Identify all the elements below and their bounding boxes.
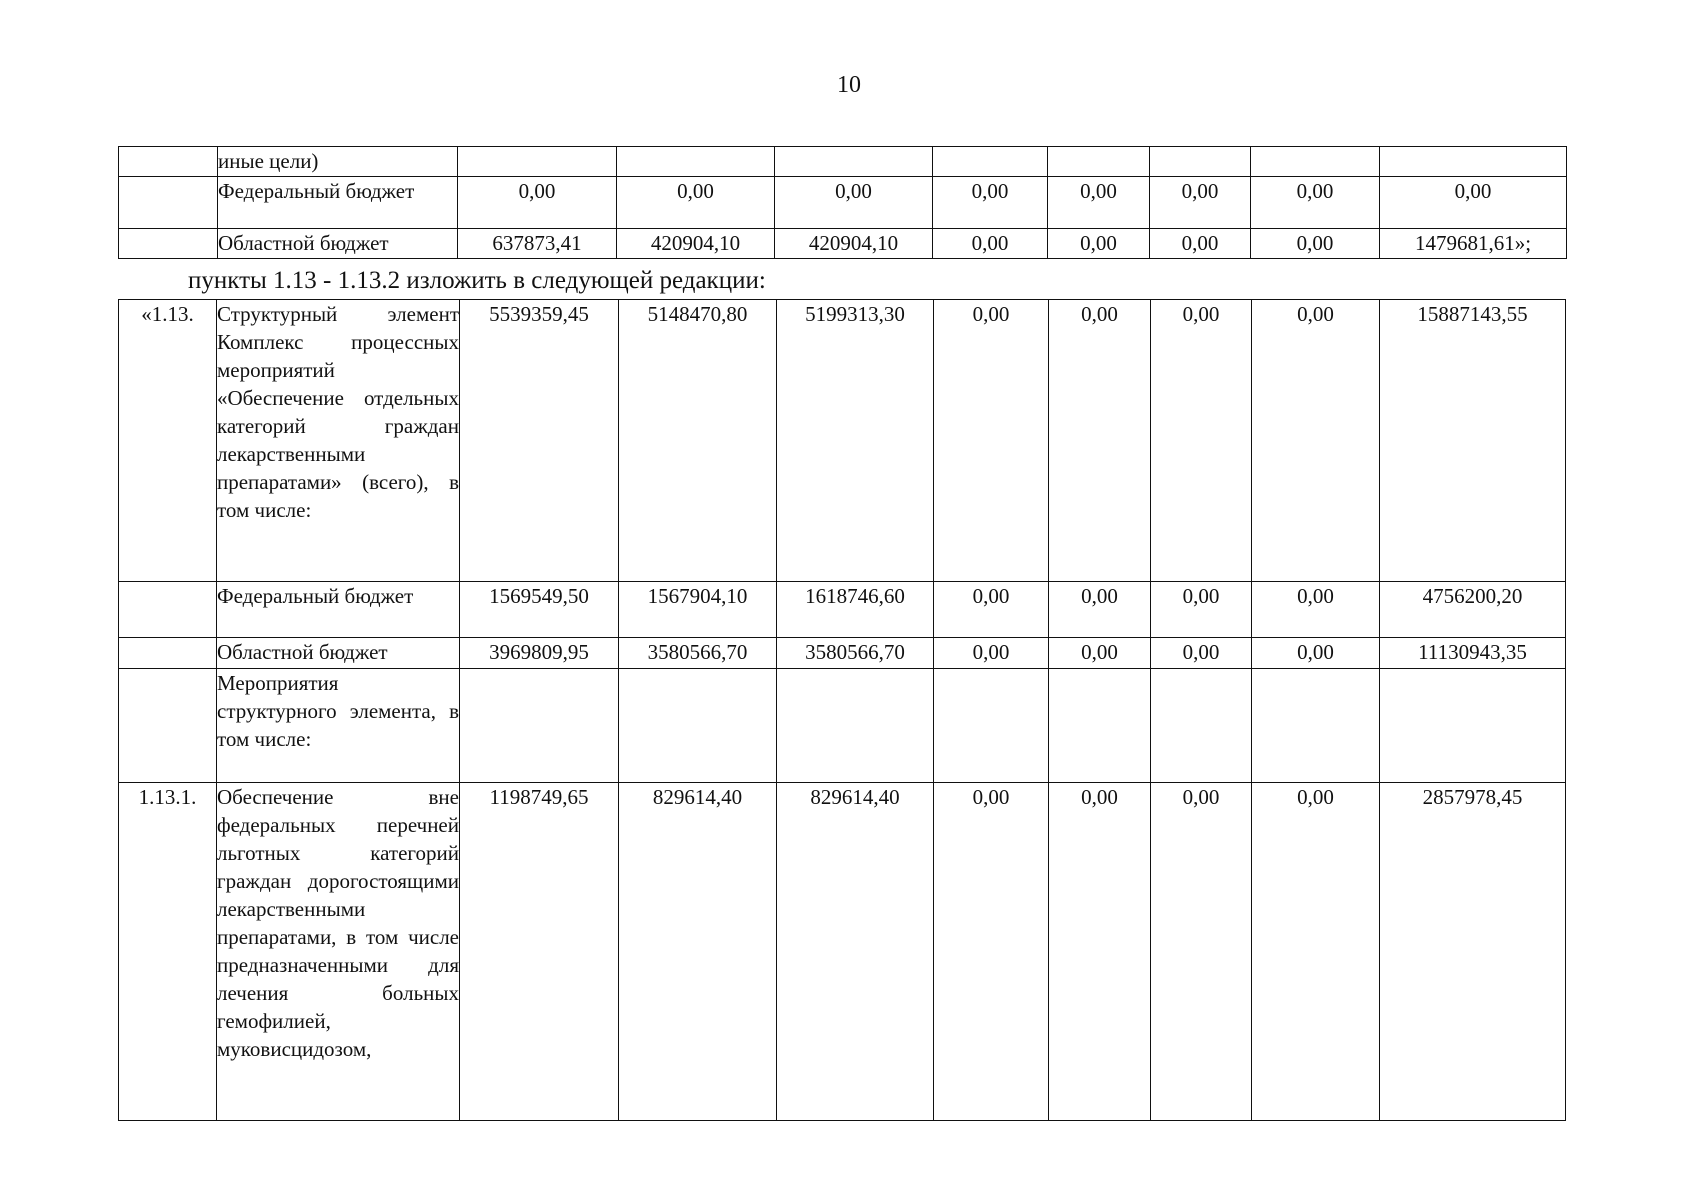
value-cell: 829614,40: [777, 783, 934, 1121]
value-cell: 3580566,70: [777, 638, 934, 669]
value-cell: 0,00: [934, 783, 1049, 1121]
value-cell: 0,00: [933, 229, 1048, 259]
row-code-cell: [119, 669, 217, 783]
row-name-cell: иные цели): [218, 147, 458, 177]
value-cell: 0,00: [458, 177, 617, 229]
table-row: [119, 229, 1567, 259]
value-cell: 0,00: [933, 177, 1048, 229]
instruction-text: пункты 1.13 - 1.13.2 изложить в следующей редакции:: [188, 267, 766, 294]
value-cell: 0,00: [1252, 783, 1380, 1121]
value-cell: 0,00: [934, 300, 1049, 582]
value-cell: [1380, 147, 1567, 177]
value-cell: 0,00: [1252, 582, 1380, 638]
table-body: [119, 147, 1567, 259]
value-cell: [619, 669, 777, 783]
value-cell: 0,00: [1049, 638, 1151, 669]
value-cell: 0,00: [1150, 229, 1251, 259]
table-row: [119, 582, 1566, 638]
value-cell: [617, 147, 775, 177]
value-cell: 5199313,30: [777, 300, 934, 582]
row-code-cell: [119, 638, 217, 669]
value-cell: [1380, 669, 1566, 783]
row-code-cell: [119, 582, 217, 638]
value-cell: 0,00: [1252, 638, 1380, 669]
value-cell: 637873,41: [458, 229, 617, 259]
budget-table-continuation: [118, 146, 1567, 259]
value-cell: 1198749,65: [460, 783, 619, 1121]
value-cell: [777, 669, 934, 783]
value-cell: 0,00: [934, 582, 1049, 638]
value-cell: [933, 147, 1048, 177]
value-cell: 1567904,10: [619, 582, 777, 638]
value-cell: 0,00: [1049, 783, 1151, 1121]
table-row: [119, 669, 1566, 783]
row-name-cell: Мероприятия структурного элемента, в том числе:: [217, 669, 460, 783]
table-row: [119, 147, 1567, 177]
row-name-cell: Федеральный бюджет: [217, 582, 460, 638]
row-name-cell: Структурный элемент Комплекс процессных мероприятий «Обеспечение отдельных категорий граждан лекарственными препаратами» (всего), в том числе:: [217, 300, 460, 582]
value-cell: 0,00: [1151, 300, 1252, 582]
value-cell: 0,00: [1048, 177, 1150, 229]
value-cell: [460, 669, 619, 783]
table-row: [119, 177, 1567, 229]
value-cell: 0,00: [1049, 582, 1151, 638]
value-cell: 0,00: [775, 177, 933, 229]
value-cell: 420904,10: [775, 229, 933, 259]
value-cell: 5539359,45: [460, 300, 619, 582]
value-cell: [1251, 147, 1380, 177]
value-cell: [1049, 669, 1151, 783]
value-cell: 3580566,70: [619, 638, 777, 669]
value-cell: 2857978,45: [1380, 783, 1566, 1121]
row-name-cell: Областной бюджет: [217, 638, 460, 669]
value-cell: 0,00: [1151, 783, 1252, 1121]
value-cell: 0,00: [1252, 300, 1380, 582]
budget-table-main: [118, 299, 1566, 1121]
value-cell: 0,00: [617, 177, 775, 229]
table-body: [119, 300, 1566, 1121]
value-cell: [458, 147, 617, 177]
row-name-cell: Обеспечение вне федеральных перечней льготных категорий граждан дорогостоящими лекарственными препаратами, в том числе предназначенными для лечения больных гемофилией, муковисцидозом,: [217, 783, 460, 1121]
value-cell: 0,00: [1380, 177, 1567, 229]
value-cell: 420904,10: [617, 229, 775, 259]
value-cell: [1252, 669, 1380, 783]
value-cell: [1151, 669, 1252, 783]
value-cell: 5148470,80: [619, 300, 777, 582]
value-cell: 0,00: [1251, 177, 1380, 229]
value-cell: [775, 147, 933, 177]
value-cell: [1150, 147, 1251, 177]
value-cell: 0,00: [934, 638, 1049, 669]
value-cell: 0,00: [1251, 229, 1380, 259]
row-code-cell: [119, 147, 218, 177]
value-cell: 0,00: [1048, 229, 1150, 259]
table-row: [119, 300, 1566, 582]
value-cell: [1048, 147, 1150, 177]
page-number: 10: [837, 72, 861, 98]
value-cell: 1618746,60: [777, 582, 934, 638]
value-cell: 4756200,20: [1380, 582, 1566, 638]
value-cell: [934, 669, 1049, 783]
row-code-cell: «1.13.: [119, 300, 217, 582]
value-cell: 0,00: [1049, 300, 1151, 582]
value-cell: 1479681,61»;: [1380, 229, 1567, 259]
value-cell: 1569549,50: [460, 582, 619, 638]
row-code-cell: 1.13.1.: [119, 783, 217, 1121]
value-cell: 0,00: [1151, 582, 1252, 638]
value-cell: 3969809,95: [460, 638, 619, 669]
value-cell: 11130943,35: [1380, 638, 1566, 669]
table-row: [119, 783, 1566, 1121]
table-row: [119, 638, 1566, 669]
value-cell: 0,00: [1150, 177, 1251, 229]
row-name-cell: Областной бюджет: [218, 229, 458, 259]
row-code-cell: [119, 229, 218, 259]
value-cell: 15887143,55: [1380, 300, 1566, 582]
row-code-cell: [119, 177, 218, 229]
value-cell: 829614,40: [619, 783, 777, 1121]
row-name-cell: Федеральный бюджет: [218, 177, 458, 229]
value-cell: 0,00: [1151, 638, 1252, 669]
